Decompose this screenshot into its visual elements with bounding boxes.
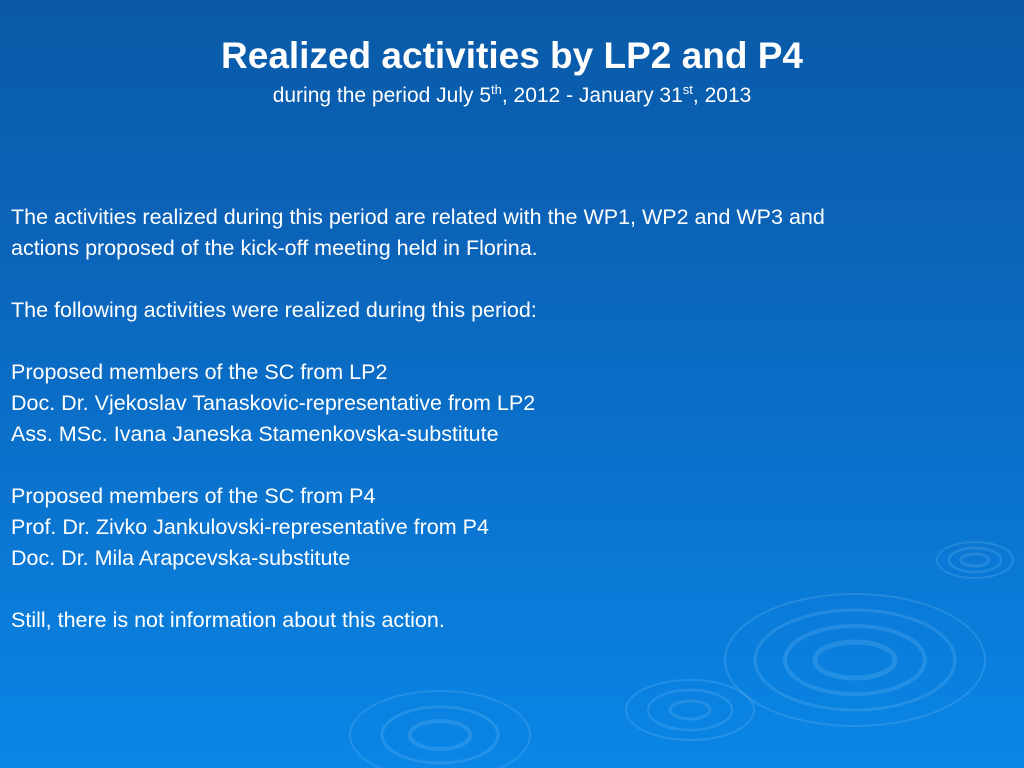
subtitle-suffix: , 2013 bbox=[692, 84, 752, 107]
intro-line-2: actions proposed of the kick-off meeting held in Florina. bbox=[11, 236, 538, 260]
subtitle-prefix: during the period July 5 bbox=[272, 84, 491, 107]
p4-heading: Proposed members of the SC from P4 bbox=[11, 484, 376, 508]
slide-title: Realized activities by LP2 and P4 bbox=[221, 35, 803, 76]
spacer bbox=[11, 264, 1011, 295]
lp2-substitute: Ass. MSc. Ivana Janeska Stamenkovska-substitute bbox=[11, 422, 499, 446]
subtitle-sup-th: th bbox=[491, 82, 502, 97]
lp2-representative: Doc. Dr. Vjekoslav Tanaskovic-representative from LP2 bbox=[11, 391, 536, 415]
intro-line-1: The activities realized during this period are related with the WP1, WP2 and WP3 and bbox=[11, 205, 825, 229]
lp2-heading: Proposed members of the SC from LP2 bbox=[11, 360, 388, 384]
spacer bbox=[11, 574, 1011, 605]
p4-representative: Prof. Dr. Zivko Jankulovski-representative from P4 bbox=[11, 515, 489, 539]
slide-subtitle bbox=[0, 82, 1024, 110]
slide-body bbox=[11, 202, 1011, 636]
spacer bbox=[11, 450, 1011, 481]
following-activities-line: The following activities were realized during this period: bbox=[11, 298, 537, 322]
closing-line: Still, there is not information about this action. bbox=[11, 608, 445, 632]
spacer bbox=[11, 326, 1011, 357]
subtitle-middle: , 2012 - January 31 bbox=[501, 84, 683, 107]
subtitle-sup-st: st bbox=[682, 82, 693, 97]
p4-substitute: Doc. Dr. Mila Arapcevska-substitute bbox=[11, 546, 351, 570]
